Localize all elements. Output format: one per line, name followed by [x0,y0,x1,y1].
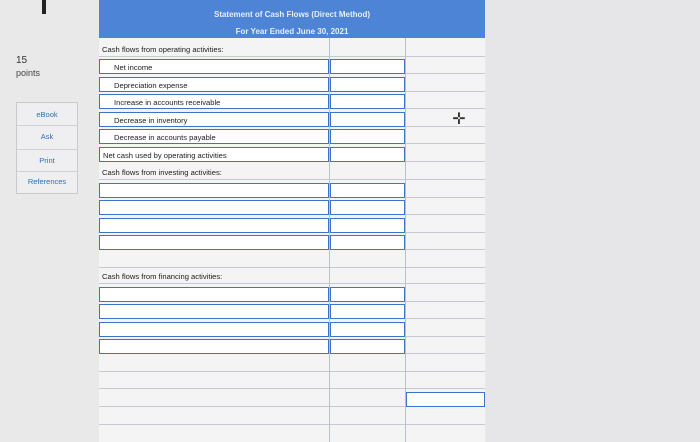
table-row [99,287,485,304]
amount-cell [330,410,405,425]
amount-input[interactable] [330,200,405,215]
amount-input[interactable] [330,287,405,302]
amount-input[interactable] [330,304,405,319]
table-row [99,59,485,76]
cash-flow-worksheet [99,0,485,442]
total-input[interactable] [406,392,485,407]
amount-input[interactable] [330,218,405,233]
row-label-net-cash-operating[interactable]: Net cash used by operating activities [99,147,329,162]
section-label-investing: Cash flows from investing activities: [99,165,329,180]
label-input[interactable] [99,339,329,354]
table-row [99,235,485,252]
points-value: 15 [16,55,28,66]
table-row [99,147,485,164]
total-cell [406,322,485,337]
table-row [99,322,485,339]
amount-input[interactable] [330,129,405,144]
amount-cell [330,165,405,180]
references-link[interactable]: References [17,171,77,186]
amount-input[interactable] [330,147,405,162]
section-label-financing: Cash flows from financing activities: [99,269,329,284]
table-row [99,253,485,270]
total-cell [406,218,485,233]
total-cell [406,357,485,372]
table-row [99,339,485,356]
ask-link[interactable]: Ask [17,125,77,141]
section-label-operating: Cash flows from operating activities: [99,42,329,57]
row-label-accounts-receivable[interactable]: Increase in accounts receivable [99,94,329,109]
table-row [99,410,485,427]
points-label: points [16,68,41,78]
total-cell [406,304,485,319]
label-input[interactable] [99,235,329,250]
statement-subtitle: For Year Ended June 30, 2021 [235,27,349,36]
row-label-depreciation[interactable]: Depreciation expense [99,77,329,92]
total-cell [406,147,485,162]
spacer-cell [99,253,329,268]
total-cell [406,59,485,74]
amount-cell [330,269,405,284]
total-cell [406,77,485,92]
table-row [99,357,485,374]
table-row [99,304,485,321]
total-cell [406,42,485,57]
statement-title: Statement of Cash Flows (Direct Method) [213,10,370,19]
total-cell [406,410,485,425]
spacer-cell [99,392,329,407]
table-row [99,42,485,59]
statement-header [99,0,485,38]
total-cell [406,94,485,109]
label-input[interactable] [99,183,329,198]
total-cell [406,339,485,354]
amount-input[interactable] [330,235,405,250]
ebook-link[interactable]: eBook [36,110,58,119]
amount-cell [330,357,405,372]
table-row [99,129,485,146]
row-label-net-income[interactable]: Net income [99,59,329,74]
amount-input[interactable] [330,94,405,109]
table-row [99,269,485,286]
plus-icon[interactable]: ✛ [452,111,466,128]
row-label-inventory[interactable]: Decrease in inventory [99,112,329,127]
amount-cell [330,42,405,57]
table-row [99,392,485,409]
amount-input[interactable] [330,77,405,92]
table-row [99,183,485,200]
amount-input[interactable] [330,59,405,74]
total-cell [406,129,485,144]
table-row [99,218,485,235]
table-row [99,200,485,217]
amount-cell [330,253,405,268]
side-menu [16,102,78,194]
table-row [99,94,485,111]
left-panel [0,0,90,442]
table-row [99,77,485,94]
total-cell [406,165,485,180]
label-input[interactable] [99,287,329,302]
total-cell [406,374,485,389]
spacer-cell [99,374,329,389]
total-cell [406,269,485,284]
total-cell [406,200,485,215]
label-input[interactable] [99,200,329,215]
scroll-marker [42,0,46,14]
label-input[interactable] [99,322,329,337]
amount-input[interactable] [330,339,405,354]
table-row [99,112,485,129]
row-label-accounts-payable[interactable]: Decrease in accounts payable [99,129,329,144]
label-input[interactable] [99,304,329,319]
amount-cell [330,374,405,389]
total-cell [406,112,485,127]
table-row [99,374,485,391]
total-cell [406,235,485,250]
spacer-cell [99,410,329,425]
amount-input[interactable] [330,112,405,127]
amount-input[interactable] [330,183,405,198]
amount-cell [330,392,405,407]
right-margin [486,0,700,442]
total-cell [406,287,485,302]
amount-input[interactable] [330,322,405,337]
spacer-cell [99,357,329,372]
total-cell [406,253,485,268]
print-link[interactable]: Print [17,149,77,165]
table-row [99,165,485,182]
label-input[interactable] [99,218,329,233]
total-cell [406,183,485,198]
